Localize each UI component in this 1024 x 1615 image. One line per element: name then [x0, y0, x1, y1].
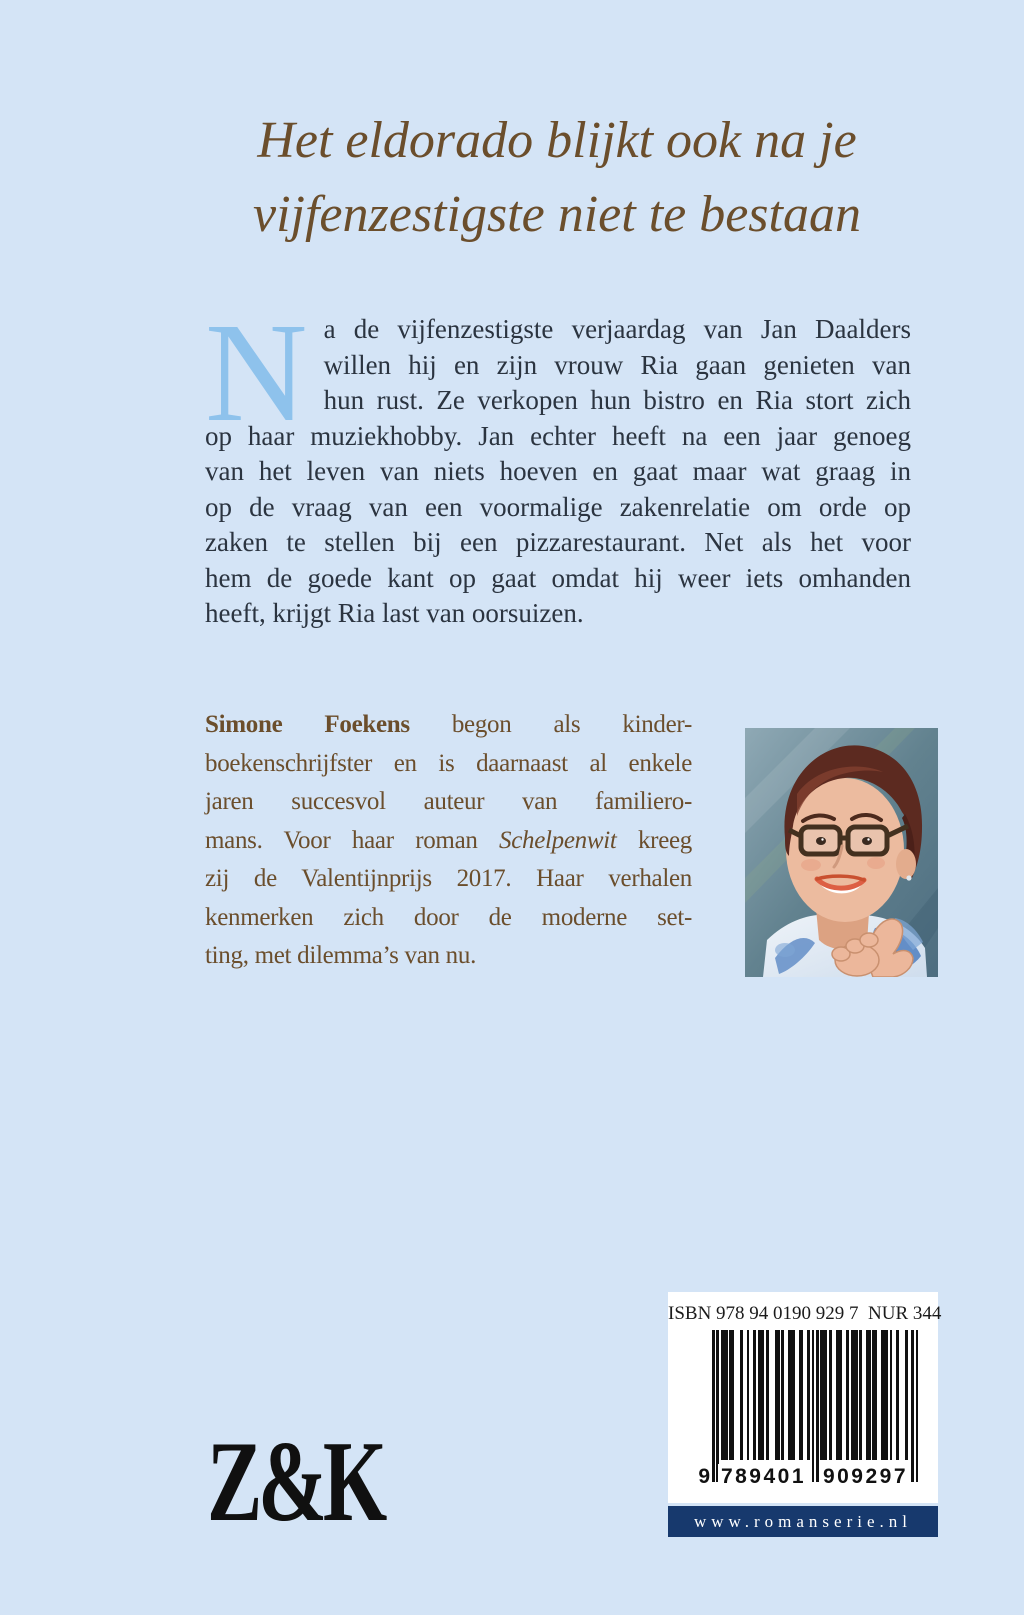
- synopsis-line: hem de goede kant op gaat omdat hij weer iets omhanden: [205, 562, 911, 593]
- bio-line: boekenschrijfster en is daarnaast al enkele: [205, 749, 692, 777]
- synopsis-line: a de vijfenzestigste verjaardag van Jan Daalders: [323, 314, 911, 344]
- book-title-reference: Schelpenwit: [499, 826, 617, 854]
- barcode-bars: [712, 1330, 918, 1482]
- author-portrait-illustration: [745, 728, 938, 977]
- bio-line: Simone Foekens begon als kinder-: [205, 711, 692, 738]
- barcode-digits-right: 909297: [820, 1464, 911, 1490]
- synopsis-line: op haar muziekhobby. Jan echter heeft na een jaar genoeg: [205, 420, 911, 451]
- tagline-line-2: vijfenzestigste niet te bestaan: [253, 186, 861, 243]
- barcode: [688, 1330, 918, 1490]
- synopsis-line: op de vraag van een voormalige zakenrelatie om orde op: [205, 491, 911, 522]
- publisher-website: www.romanserie.nl: [668, 1506, 938, 1537]
- synopsis-line: zaken te stellen bij een pizzarestaurant. Net als het voor: [205, 527, 911, 557]
- synopsis-line: hun rust. Ze verkopen hun bistro en Ria stort zich: [323, 385, 911, 415]
- synopsis-line: heeft, krijgt Ria last van oorsuizen.: [205, 598, 584, 628]
- tagline: [157, 104, 957, 252]
- publisher-logo: Z&K: [207, 1418, 384, 1545]
- synopsis: [205, 293, 911, 632]
- bio-line: ting, met dilemma’s van nu.: [205, 942, 477, 969]
- bio-line: jaren succesvol auteur van familiero-: [205, 788, 692, 815]
- bio-line: mans. Voor haar roman Schelpenwit kreeg: [205, 826, 692, 854]
- isbn-block: [668, 1292, 942, 1503]
- barcode-lead-digit: 9: [698, 1465, 710, 1488]
- barcode-digits-left: 789401: [718, 1464, 809, 1490]
- author-photo: [745, 728, 938, 977]
- synopsis-line: willen hij en zijn vrouw Ria gaan genieten van: [323, 349, 911, 380]
- author-bio: [205, 706, 692, 976]
- drop-cap: N: [205, 293, 308, 451]
- tagline-line-1: Het eldorado blijkt ook na je: [257, 112, 857, 169]
- bio-line: kenmerken zich door de moderne set-: [205, 903, 692, 931]
- synopsis-line: van het leven van niets hoeven en gaat maar wat graag in: [205, 456, 911, 486]
- isbn-label: ISBN 978 94 0190 929 7 NUR 344: [668, 1303, 942, 1324]
- author-name: Simone Foekens: [205, 711, 410, 738]
- bio-line: zij de Valentijnprijs 2017. Haar verhalen: [205, 865, 692, 892]
